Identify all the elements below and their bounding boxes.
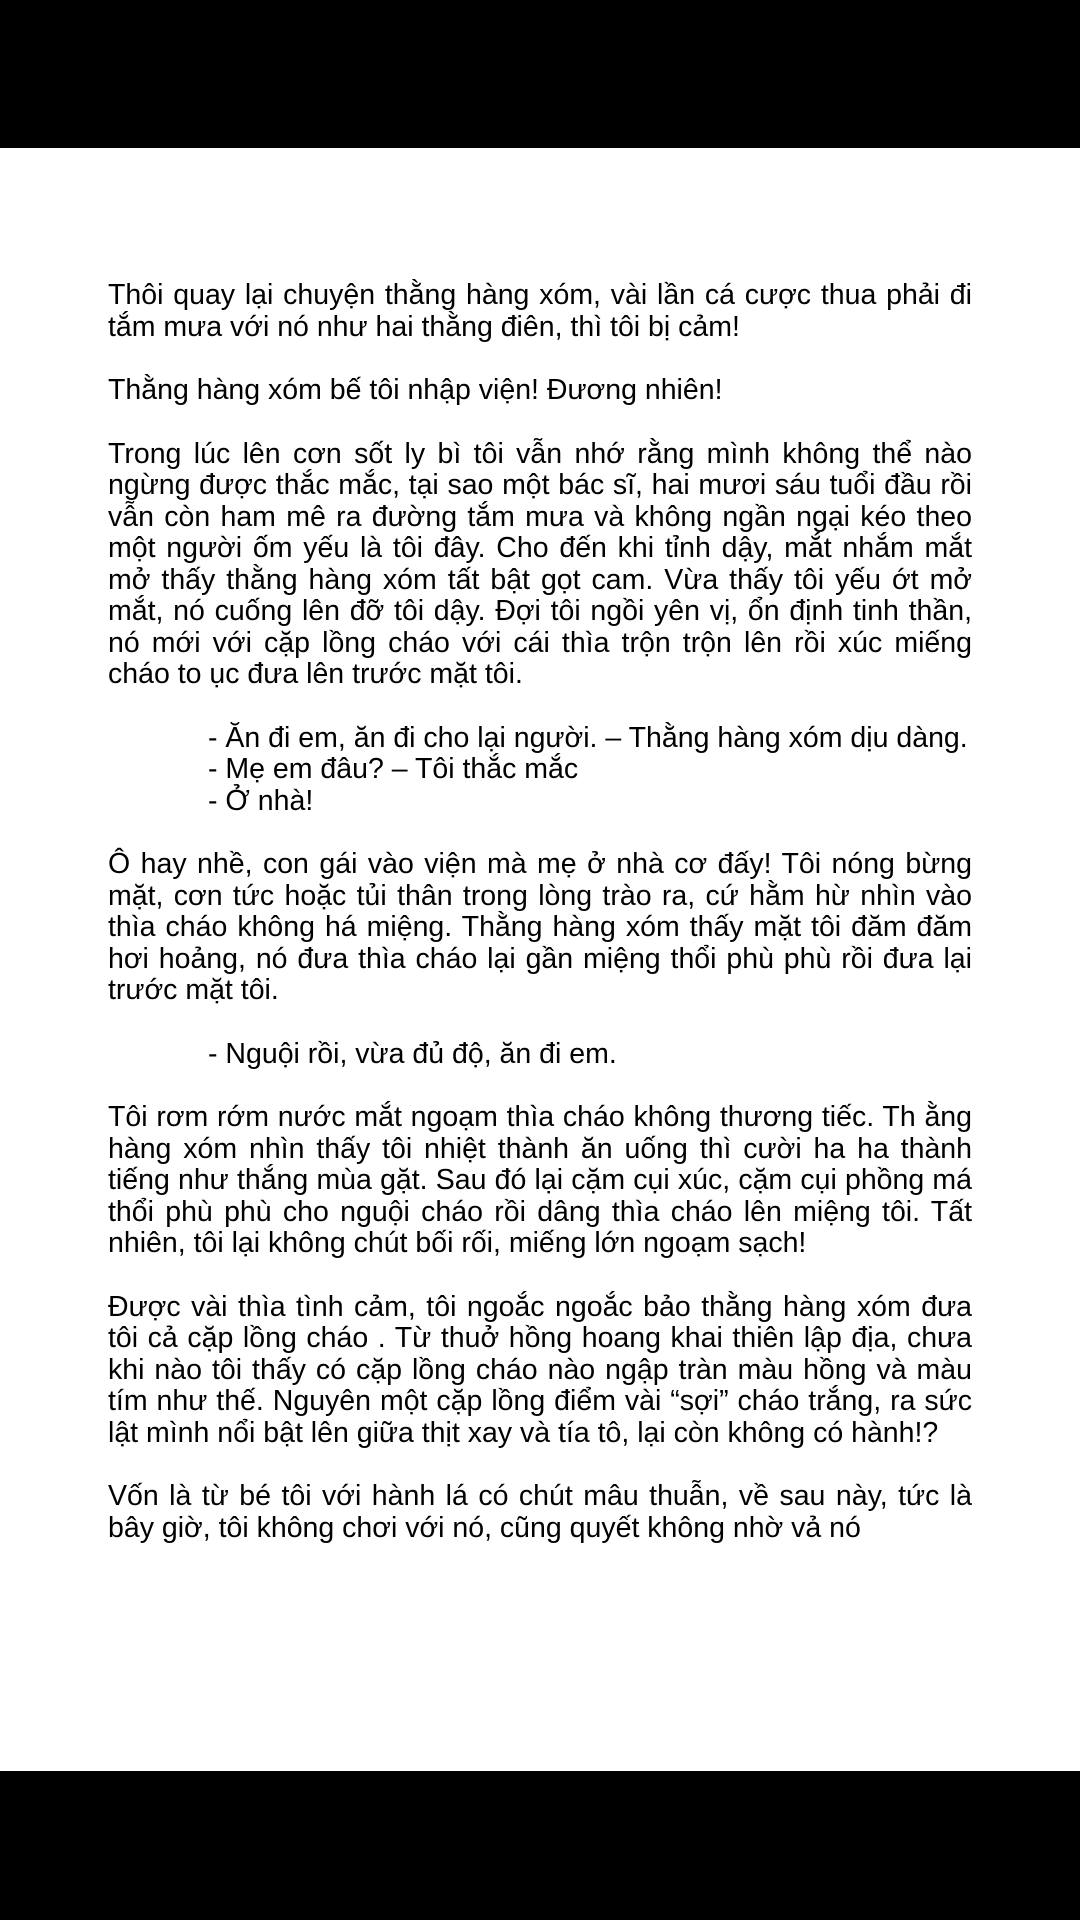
dialog-line: - Ở nhà! (208, 784, 314, 817)
paragraph-6: Được vài thìa tình cảm, tôi ngoắc ngoắc bảo thằng hàng xóm đưa tôi cả cặp lồng cháo . Từ thuở hồng hoang khai thiên lập địa, chưa khi nào tôi thấy có cặp lồng cháo nào ngập tràn màu hồng và màu tím như thế. Nguyên một cặp lồng điểm vài “sợi” cháo trắng, ra sức lật mình nổi bật lên giữa thịt xay và tía tô, lại còn không có hành!? (108, 1290, 972, 1449)
paragraph-7: Vốn là từ bé tôi với hành lá có chút mâu thuẫn, về sau này, tức là bây giờ, tôi không chơi với nó, cũng quyết không nhờ vả nó (108, 1480, 972, 1544)
top-black-bar (0, 0, 1080, 148)
dialog-line: - Mẹ em đâu? – Tôi thắc mắc (208, 753, 579, 785)
dialog-block-2 (208, 1039, 972, 1071)
paragraph-2: Thằng hàng xóm bế tôi nhập viện! Đương nhiên! (108, 374, 723, 406)
document-body (108, 280, 972, 1576)
paragraph-5: Tôi rơm rớm nước mắt ngoạm thìa cháo không thương tiếc. Th ằng hàng xóm nhìn thấy tôi nhiệt thành ăn uống thì cười ha ha thành tiếng như thắng mùa gặt. Sau đó lại cặm cụi xúc, cặm cụi phồng má thổi phù phù cho nguội cháo rồi dâng thìa cháo lên miệng tôi. Tất nhiên, tôi lại không chút bối rối, miếng lớn ngoạm sạch! (108, 1101, 972, 1259)
bottom-black-bar (0, 1771, 1080, 1920)
dialog-line: - Nguội rồi, vừa đủ độ, ăn đi em. (208, 1037, 617, 1070)
paragraph-1: Thôi quay lại chuyện thằng hàng xóm, vài lần cá cược thua phải đi tắm mưa với nó như hai thằng điên, thì tôi bị cảm! (108, 279, 972, 343)
dialog-block-1 (208, 723, 972, 818)
paragraph-4: Ô hay nhề, con gái vào viện mà mẹ ở nhà cơ đấy! Tôi nóng bừng mặt, cơn tức hoặc tủi thân trong lòng trào ra, cứ hằm hừ nhìn vào thìa cháo không há miệng. Thằng hàng xóm thấy mặt tôi đăm đăm hơi hoảng, nó đưa thìa cháo lại gần miệng thổi phù phù rồi đưa lại trước mặt tôi. (108, 848, 972, 1006)
paragraph-3: Trong lúc lên cơn sốt ly bì tôi vẫn nhớ rằng mình không thể nào ngừng được thắc mắc, tại sao một bác sĩ, hai mươi sáu tuổi đầu rồi vẫn còn ham mê ra đường tắm mưa và không ngần ngại kéo theo một người ốm yếu là tôi đây. Cho đến khi tỉnh dậy, mắt nhắm mắt mở thấy thằng hàng xóm tất bật gọt cam. Vừa thấy tôi yếu ớt mở mắt, nó cuống lên đỡ tôi dậy. Đợi tôi ngồi yên vị, ổn định tinh thần, nó mới với cặp lồng cháo với cái thìa trộn trộn lên rồi xúc miếng cháo to ục đưa lên trước mặt tôi. (108, 437, 972, 690)
dialog-line: - Ăn đi em, ăn đi cho lại người. – Thằng hàng xóm dịu dàng. (208, 721, 968, 754)
document-page[interactable] (0, 148, 1080, 1771)
